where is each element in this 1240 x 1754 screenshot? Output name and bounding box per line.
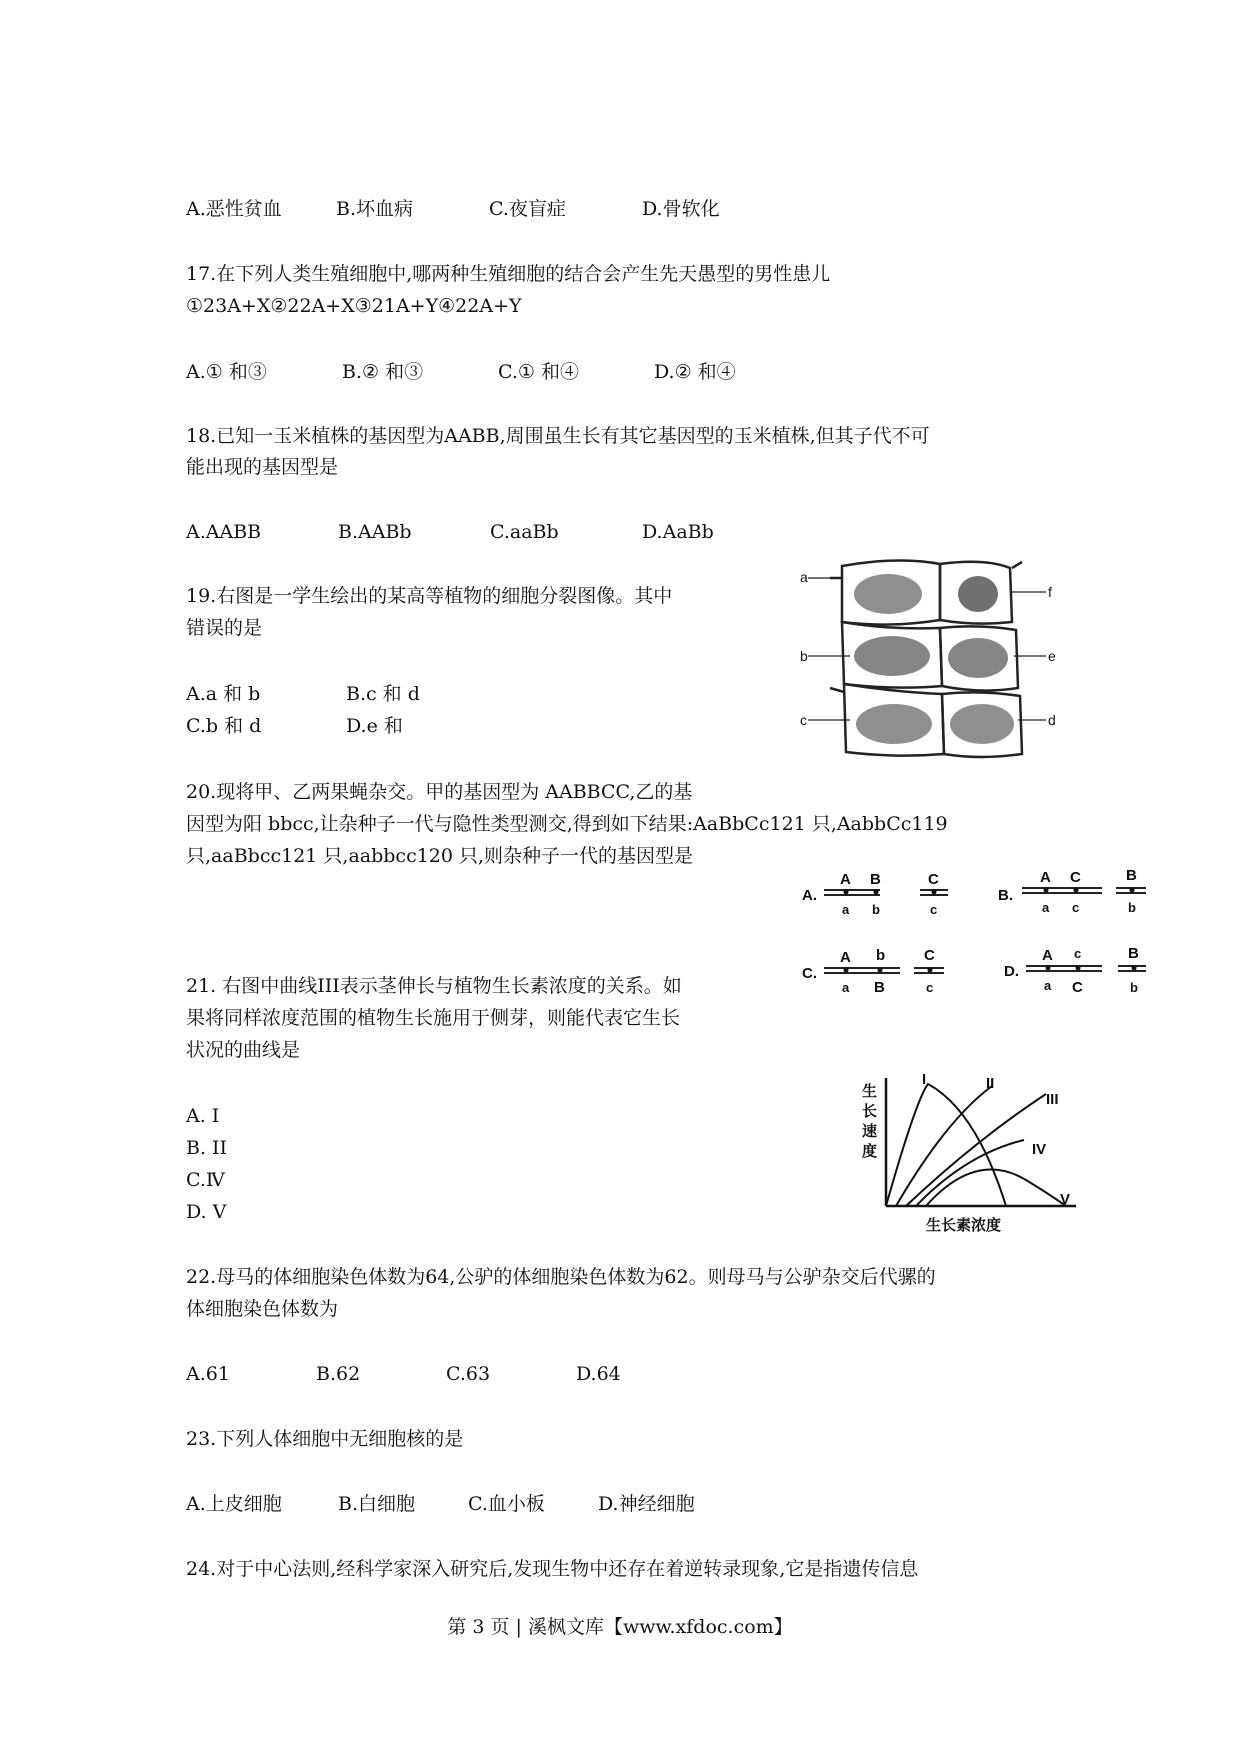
q22-stem-line2: 体细胞染色体数为 bbox=[186, 1298, 339, 1320]
q19-options-row1 bbox=[186, 682, 420, 706]
chrom-b-top3: B bbox=[1126, 867, 1137, 884]
q22-option-d: D.64 bbox=[576, 1363, 621, 1385]
q23-options bbox=[186, 1492, 695, 1516]
q17-option-b: B.② 和③ bbox=[342, 361, 424, 383]
graph-ylabel-2: 长 bbox=[862, 1103, 878, 1120]
chrom-letter-b: B. bbox=[998, 887, 1013, 904]
q18-option-c: C.aaBb bbox=[490, 521, 559, 543]
q20-stem-line2: 因型为阳 bbcc,让杂种子一代与隐性类型测交,得到如下结果:AaBbCc121 只,AabbCc119 bbox=[186, 813, 948, 835]
q19-stem-line2: 错误的是 bbox=[186, 617, 263, 639]
q22-option-a: A.61 bbox=[186, 1363, 230, 1385]
chrom-b-top1: A bbox=[1040, 869, 1051, 886]
chrom-c-bot2: B bbox=[874, 979, 885, 996]
curve-label-iv: IV bbox=[1032, 1141, 1047, 1158]
cell-division-figure bbox=[800, 548, 1060, 770]
chrom-d-top1: A bbox=[1042, 947, 1053, 964]
q18-option-d: D.AaBb bbox=[642, 521, 714, 543]
q21-option-d: D. Ⅴ bbox=[186, 1201, 227, 1223]
q19-option-d: D.e 和 bbox=[346, 715, 403, 737]
q23-stem: 23.下列人体细胞中无细胞核的是 bbox=[186, 1428, 464, 1450]
chrom-c-top1: A bbox=[840, 949, 851, 966]
curve-iii bbox=[906, 1094, 1046, 1206]
cell-label-a: a bbox=[800, 569, 808, 585]
q22-option-c: C.63 bbox=[446, 1363, 491, 1385]
q19-stem-line1: 19.右图是一学生绘出的某高等植物的细胞分裂图像。其中 bbox=[186, 585, 673, 607]
chrom-a-top1: A bbox=[840, 871, 851, 888]
q16-option-a: A.恶性贫血 bbox=[186, 198, 282, 220]
chrom-d-top2: c bbox=[1074, 946, 1082, 961]
chrom-a-top3: C bbox=[928, 871, 939, 888]
chrom-d-bot1: a bbox=[1044, 978, 1052, 993]
q21-option-c: C.Ⅳ bbox=[186, 1169, 225, 1191]
q17-option-c: C.① 和④ bbox=[498, 361, 579, 383]
chrom-letter-c: C. bbox=[802, 965, 817, 982]
q21-stem-line1: 21. 右图中曲线III表示茎伸长与植物生长素浓度的关系。如 bbox=[186, 975, 682, 997]
q16-option-c: C.夜盲症 bbox=[489, 198, 566, 220]
cell-label-e: e bbox=[1048, 648, 1056, 664]
graph-ylabel-1: 生 bbox=[862, 1083, 878, 1100]
q16-options bbox=[186, 197, 720, 221]
q23-option-d: D.神经细胞 bbox=[598, 1493, 695, 1515]
q21-option-b: B. II bbox=[186, 1137, 228, 1159]
chrom-a-bot3: c bbox=[930, 902, 938, 917]
graph-ylabel-4: 度 bbox=[862, 1143, 878, 1160]
chrom-a-bot2: b bbox=[872, 902, 880, 917]
page-footer: 第 3 页 | 溪枫文库【www.xfdoc.com】 bbox=[447, 1616, 793, 1638]
q17-items: ①23A+X②22A+X③21A+Y④22A+Y bbox=[186, 295, 522, 317]
q16-option-d: D.骨软化 bbox=[642, 198, 720, 220]
q22-options bbox=[186, 1362, 621, 1386]
curve-label-v: V bbox=[1060, 1191, 1071, 1208]
q21-stem-line3: 状况的曲线是 bbox=[186, 1039, 301, 1061]
growth-curve-graph bbox=[856, 1070, 1096, 1240]
chrom-d-top3: B bbox=[1128, 945, 1139, 962]
q23-option-a: A.上皮细胞 bbox=[186, 1493, 282, 1515]
q18-option-b: B.AABb bbox=[338, 521, 412, 543]
q22-option-b: B.62 bbox=[316, 1363, 361, 1385]
chrom-letter-a: A. bbox=[802, 887, 817, 904]
chrom-c-top3: C bbox=[924, 947, 935, 964]
curve-label-iii: III bbox=[1046, 1091, 1059, 1108]
q17-option-d: D.② 和④ bbox=[654, 361, 736, 383]
q21-option-a: A. Ⅰ bbox=[186, 1105, 220, 1127]
q19-option-b: B.c 和 d bbox=[346, 683, 420, 705]
chrom-letter-d: D. bbox=[1004, 963, 1019, 980]
q16-option-b: B.坏血病 bbox=[336, 198, 414, 220]
q18-stem-line1: 18.已知一玉米植株的基因型为AABB,周围虽生长有其它基因型的玉米植株,但其子代不可 bbox=[186, 425, 930, 447]
curve-label-ii: II bbox=[986, 1075, 995, 1092]
cell-label-d: d bbox=[1048, 712, 1056, 728]
q17-option-a: A.① 和③ bbox=[186, 361, 267, 383]
chrom-c-bot3: c bbox=[926, 980, 934, 995]
q21-stem-line2: 果将同样浓度范围的植物生长施用于侧芽，则能代表它生长 bbox=[186, 1007, 681, 1029]
q20-stem-line3: 只,aaBbcc121 只,aabbcc120 只,则杂种子一代的基因型是 bbox=[186, 845, 694, 867]
graph-ylabel-3: 速 bbox=[862, 1123, 878, 1140]
cell-label-c: c bbox=[800, 712, 807, 728]
chrom-c-top2: b bbox=[876, 947, 886, 964]
q18-stem-line2: 能出现的基因型是 bbox=[186, 456, 339, 478]
q18-options bbox=[186, 520, 714, 544]
q24-stem: 24.对于中心法则,经科学家深入研究后,发现生物中还存在着逆转录现象,它是指遗传信息 bbox=[186, 1558, 919, 1580]
q17-options bbox=[186, 360, 736, 384]
chrom-c-bot1: a bbox=[842, 980, 850, 995]
q19-options-row2 bbox=[186, 714, 403, 738]
q18-option-a: A.AABB bbox=[186, 521, 262, 543]
chrom-a-bot1: a bbox=[842, 902, 850, 917]
chrom-d-bot3: b bbox=[1130, 980, 1138, 995]
q19-option-a: A.a 和 b bbox=[186, 683, 261, 705]
graph-xlabel: 生长素浓度 bbox=[926, 1217, 1002, 1234]
q23-option-c: C.血小板 bbox=[468, 1493, 545, 1515]
chrom-b-top2: C bbox=[1070, 869, 1081, 886]
chrom-b-bot1: a bbox=[1042, 900, 1050, 915]
q17-stem: 17.在下列人类生殖细胞中,哪两种生殖细胞的结合会产生先天愚型的男性患儿 bbox=[186, 263, 831, 285]
chrom-a-top2: B bbox=[870, 871, 881, 888]
q20-stem-line1: 20.现将甲、乙两果蝇杂交。甲的基因型为 AABBCC,乙的基 bbox=[186, 781, 693, 803]
cell-label-f: f bbox=[1048, 584, 1052, 600]
q22-stem-line1: 22.母马的体细胞染色体数为64,公驴的体细胞染色体数为62。则母马与公驴杂交后代骡的 bbox=[186, 1266, 936, 1288]
chromosome-options-figure bbox=[800, 860, 1160, 1010]
chrom-b-bot3: b bbox=[1128, 900, 1136, 915]
q19-option-c: C.b 和 d bbox=[186, 715, 262, 737]
curve-label-i: I bbox=[922, 1071, 927, 1088]
cell-label-b: b bbox=[800, 648, 808, 664]
q23-option-b: B.白细胞 bbox=[338, 1493, 416, 1515]
chrom-d-bot2: C bbox=[1072, 979, 1083, 996]
chrom-b-bot2: c bbox=[1072, 900, 1080, 915]
